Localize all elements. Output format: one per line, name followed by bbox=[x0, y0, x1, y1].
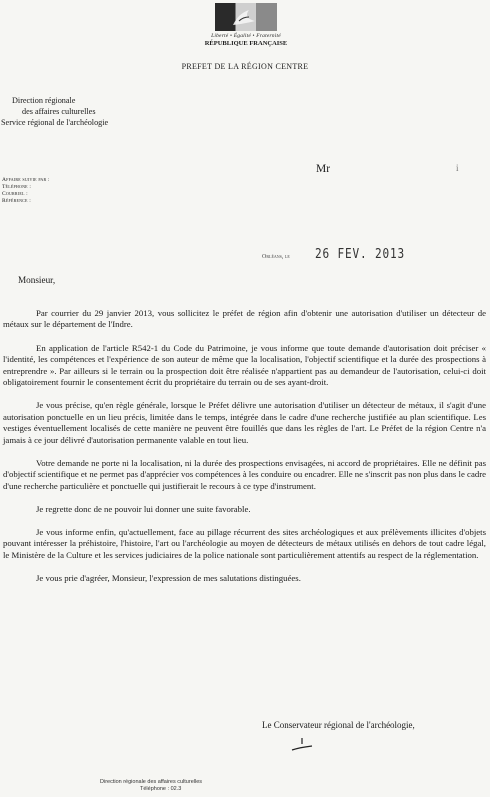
recipient-mark: i bbox=[456, 163, 459, 173]
ref-reference: Référence : bbox=[2, 198, 31, 204]
sender-line-1: Direction régionale bbox=[12, 96, 76, 105]
paragraph-4: Votre demande ne porte ni la localisation, ni la durée des prospections envisagées, ni accord de propriétaires. Elle ne définit pas d'objectif scientifique et ne permet pas d'apprécier vos compétences à les conduire ou encadrer. Elle ne s'inscrit pas non plus dans le cadre d'une recherche particulière et ponctuelle qui justifierait le recours à ce type d'instrument. bbox=[3, 458, 486, 491]
signature-mark bbox=[290, 738, 314, 752]
prefect-title: PREFET DE LA RÉGION CENTRE bbox=[181, 62, 309, 71]
date-stamp: 26 FEV. 2013 bbox=[315, 247, 406, 262]
ref-telephone: Téléphone : bbox=[2, 184, 32, 190]
sender-line-2: des affaires culturelles bbox=[22, 107, 96, 116]
paragraph-6: Je vous informe enfin, qu'actuellement, face au pillage récurrent des sites archéologiques et aux prélèvements illicites d'objets pouvant intéresser la préhistoire, l'histoire, l'art ou l'archéologie au moyen de détecteurs de métaux utilisés en dehors de tout cadre légal, le Ministère de la Culture et les services judiciaires de la police nationale sont particulièrement attentifs au respect de la réglementation. bbox=[3, 526, 486, 560]
paragraph-7: Je vous prie d'agréer, Monsieur, l'expression de mes salutations distinguées. bbox=[36, 572, 301, 583]
ref-courriel: Courriel : bbox=[2, 191, 28, 197]
republic-motto: Liberté • Égalité • Fraternité bbox=[211, 33, 281, 39]
footer bbox=[100, 779, 202, 793]
republic-logo bbox=[202, 3, 290, 47]
republic-name: RÉPUBLIQUE FRANÇAISE bbox=[204, 40, 288, 47]
marianne-logo-icon bbox=[215, 3, 277, 31]
paragraph-3: Je vous précise, qu'en règle générale, lorsque le Préfet délivre une autorisation d'utiliser un détecteur de métaux, il s'agit d'une autorisation ponctuelle en un lieu précis, limitée dans le temps, intégrée dans le cadre d'une recherche justifiée au plan scientifique. Les vestiges éventuellement localisés de cette manière ne peuvent être fouillés que dans les règles de l'art. Le Préfet de la région Centre n'a jamais à ce jour délivré d'autorisation permanente valable en tout lieu. bbox=[3, 400, 486, 445]
paragraph-5: Je regrette donc de ne pouvoir lui donner une suite favorable. bbox=[36, 504, 251, 515]
closing-title: Le Conservateur régional de l'archéologie, bbox=[262, 720, 415, 730]
letter-body bbox=[3, 308, 486, 596]
sender-block bbox=[0, 95, 160, 128]
ref-affaire: Affaire suivie par : bbox=[2, 177, 50, 183]
footer-line-2: Téléphone : 02.3 bbox=[140, 786, 182, 792]
date-label: Orléans, le bbox=[262, 254, 290, 260]
paragraph-1: Par courrier du 29 janvier 2013, vous sollicitez le préfet de région afin d'obtenir une autorisation d'utiliser un détecteur de métaux sur le département de l'Indre. bbox=[3, 308, 486, 330]
salutation: Monsieur, bbox=[18, 275, 56, 285]
paragraph-2: En application de l'article R542-1 du Code du Patrimoine, je vous informe que toute demande d'autorisation doit préciser « l'identité, les compétences et l'expérience de son auteur de même que la localisation, l'objectif scientifique et la durée des prospections à entreprendre ». Par ailleurs si le terrain ou la prospection doit être réalisée n'appartient pas au demandeur de l'autorisation, celui-ci doit obligatoirement fournir le consentement écrit du propriétaire du terrain ou de ses ayant-droit. bbox=[3, 342, 486, 388]
reference-block bbox=[2, 177, 50, 205]
sender-line-3: Service régional de l'archéologie bbox=[1, 118, 109, 127]
recipient-name: Mr bbox=[316, 163, 331, 175]
footer-line-1: Direction régionale des affaires culturelles bbox=[100, 779, 203, 785]
